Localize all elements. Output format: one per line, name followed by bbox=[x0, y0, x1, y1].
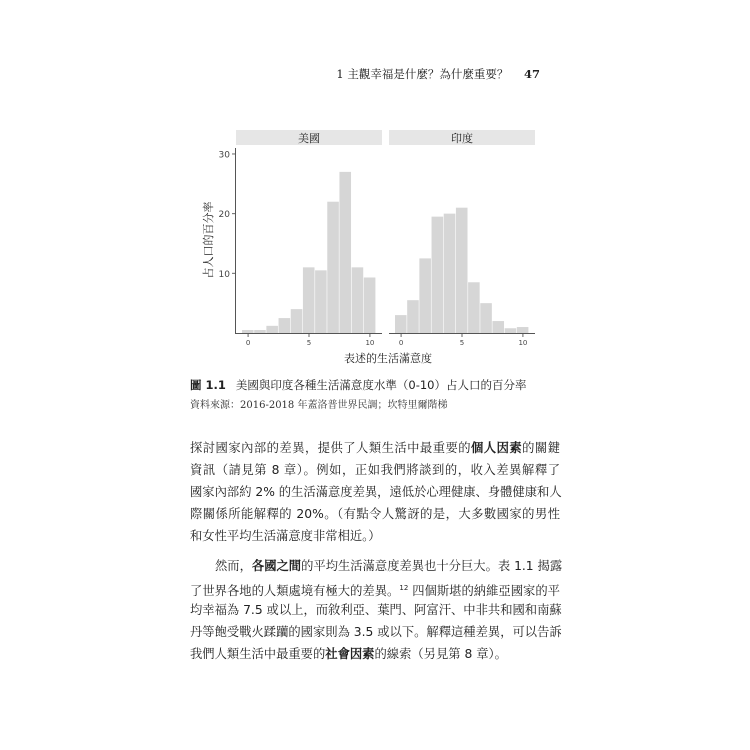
histogram-bar bbox=[291, 309, 303, 333]
histogram-bar bbox=[517, 327, 529, 333]
histogram-bar bbox=[352, 267, 364, 333]
text-run: 的平均生活滿意度差異也十分巨大。表 1.1 揭露 bbox=[301, 559, 563, 573]
histogram-figure bbox=[196, 128, 550, 368]
text-line bbox=[190, 525, 560, 547]
x-tick-label: 5 bbox=[459, 339, 465, 347]
figure-caption bbox=[190, 377, 527, 393]
histogram-bar bbox=[279, 318, 291, 333]
text-run: 際關係所能解釋的 20%。（有點令人驚訝的是，大多數國家的男性 bbox=[190, 507, 560, 521]
x-axis-label: 表述的生活滿意度 bbox=[344, 352, 432, 365]
page-number: 47 bbox=[523, 67, 540, 81]
facet-label: 印度 bbox=[451, 132, 473, 145]
y-tick-label: 30 bbox=[218, 150, 230, 161]
y-tick-label: 20 bbox=[218, 210, 230, 221]
text-run: 的線索（另見第 8 章）。 bbox=[374, 647, 507, 661]
text-line bbox=[190, 599, 560, 621]
text-line bbox=[190, 503, 560, 525]
facet-panels bbox=[219, 130, 535, 347]
histogram-bar bbox=[339, 172, 351, 333]
x-tick-label: 5 bbox=[306, 339, 312, 347]
text-run: 四個斯堪的納維亞國家的平 bbox=[408, 584, 560, 599]
footnote-ref: 12 bbox=[399, 584, 409, 592]
text-run: 然而， bbox=[215, 559, 252, 573]
histogram-bar bbox=[364, 278, 376, 334]
x-tick-label: 10 bbox=[518, 339, 528, 347]
text-line bbox=[190, 555, 563, 577]
histogram-bar bbox=[395, 315, 407, 333]
x-tick-label: 0 bbox=[398, 339, 404, 347]
text-line bbox=[190, 459, 560, 481]
histogram-bar bbox=[407, 300, 419, 333]
text-line bbox=[190, 437, 560, 459]
text-line bbox=[190, 481, 560, 503]
histogram-bar bbox=[303, 267, 315, 333]
text-run: 和女性平均生活滿意度非常相近。） bbox=[190, 529, 381, 543]
x-tick-label: 0 bbox=[245, 339, 251, 347]
figure-source: 資料來源：2016-2018 年蓋洛普世界民調；坎特里爾階梯 bbox=[190, 400, 448, 411]
emphasis: 各國之間 bbox=[251, 559, 302, 573]
text-line bbox=[190, 621, 560, 643]
histogram-bar bbox=[456, 208, 468, 333]
text-run: 資訊（請見第 8 章）。例如，正如我們將談到的，收入差異解釋了 bbox=[190, 463, 560, 477]
emphasis: 社會因素 bbox=[325, 647, 375, 661]
paragraph-2 bbox=[190, 555, 563, 665]
text-run: 國家內部約 2% 的生活滿意度差異，遠低於心理健康、身體健康和人 bbox=[190, 485, 562, 499]
x-tick-label: 10 bbox=[365, 339, 375, 347]
histogram-bar bbox=[492, 321, 504, 333]
text-run: 探討國家內部的差異，提供了人類生活中最重要的 bbox=[190, 441, 472, 455]
text-line bbox=[190, 643, 560, 665]
histogram-bar bbox=[242, 330, 254, 333]
facet-label: 美國 bbox=[298, 132, 320, 145]
text-run: 了世界各地的人類處境有極大的差異。 bbox=[190, 584, 400, 599]
histogram-bar bbox=[315, 270, 327, 333]
histogram-bar bbox=[327, 202, 339, 333]
histogram-bar bbox=[444, 214, 456, 333]
histogram-bar bbox=[480, 303, 492, 333]
text-line bbox=[190, 577, 560, 599]
text-run: 均幸福為 7.5 或以上，而敘利亞、葉門、阿富汗、中非共和國和南蘇 bbox=[190, 603, 562, 617]
text-run: 的關鍵 bbox=[522, 441, 560, 455]
running-title: 1 主觀幸福是什麼？為什麼重要？ bbox=[336, 67, 509, 81]
emphasis: 個人因素 bbox=[471, 441, 523, 455]
y-tick-label: 10 bbox=[218, 269, 230, 280]
paragraph-1 bbox=[190, 437, 560, 547]
histogram-bar bbox=[266, 326, 278, 333]
y-axis-label: 占人口的百分率 bbox=[202, 201, 215, 279]
running-header bbox=[336, 66, 540, 82]
histogram-bar bbox=[505, 328, 517, 333]
figure-label: 圖 1.1 bbox=[190, 378, 226, 392]
text-run: 丹等飽受戰火蹂躪的國家則為 3.5 或以下。解釋這種差異，可以告訴 bbox=[190, 625, 562, 639]
histogram-bar bbox=[468, 282, 480, 333]
histogram-bar bbox=[432, 217, 444, 333]
text-run: 我們人類生活中最重要的 bbox=[190, 647, 326, 661]
histogram-bar bbox=[419, 258, 431, 333]
figure-caption-text: 美國與印度各種生活滿意度水準（0-10）占人口的百分率 bbox=[235, 378, 527, 392]
histogram-bar bbox=[254, 330, 266, 333]
